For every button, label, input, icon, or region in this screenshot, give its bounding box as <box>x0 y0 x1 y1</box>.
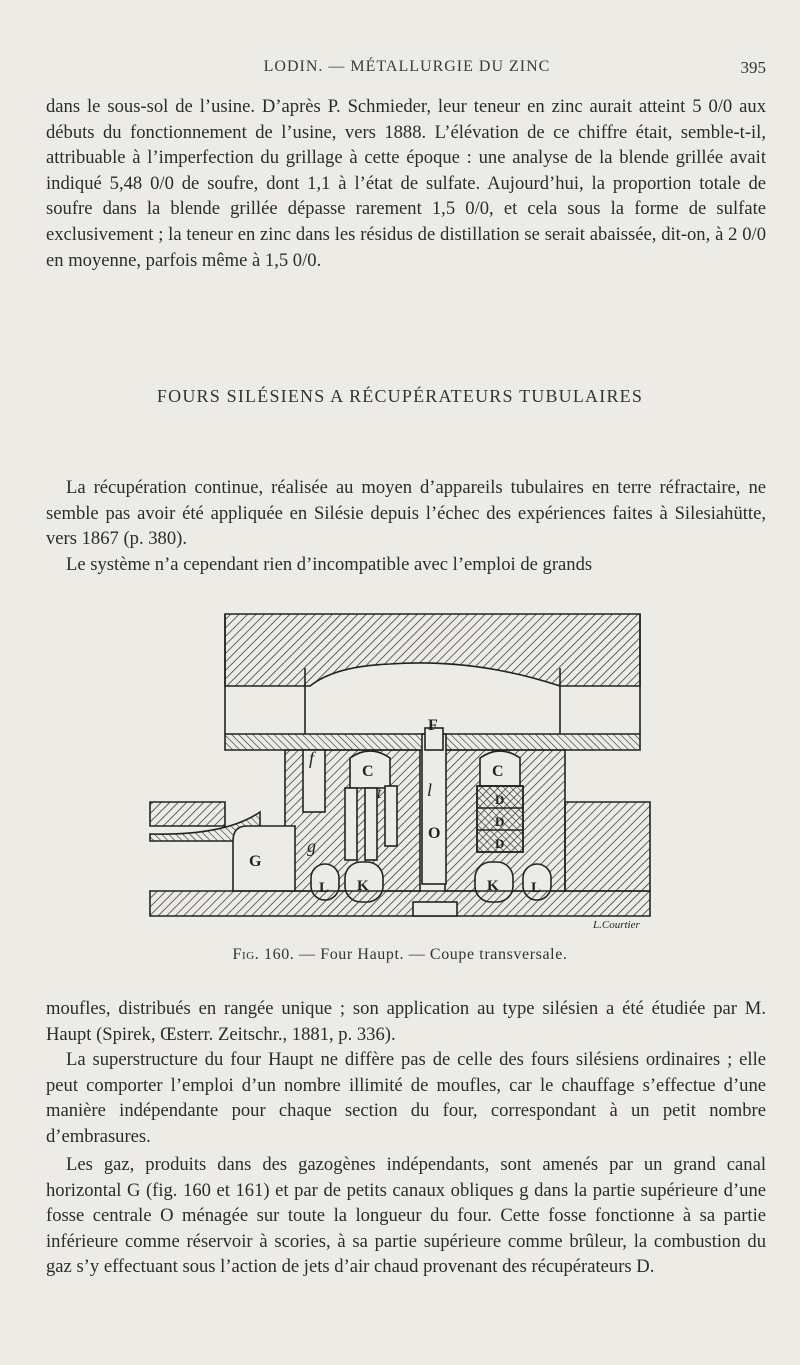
furnace-cross-section-drawing <box>145 606 655 932</box>
label-C-right: C <box>492 763 504 780</box>
label-D2: D <box>495 814 505 829</box>
label-K-left: K <box>357 878 369 894</box>
paragraph-moufles: moufles, distribués en rangée unique ; son application au type silésien a été étudiée par M. Haupt (Spirek, Œsterr. Zeitschr., 1881, p. 336). <box>46 998 766 1045</box>
label-t: t <box>377 785 382 802</box>
paragraph-superstructure: La superstructure du four Haupt ne diffère pas de celle des fours silésiens ordinaires ; elle peut comporter l’emploi d’un nombre illimité de moufles, car le chauffage s’effectue d’une manière indépendante pour chaque section du four, correspondant à un petit nombre d’embrasures. <box>46 1049 766 1147</box>
label-F: F <box>428 717 438 734</box>
label-L-right: L <box>531 880 542 896</box>
figure-caption <box>0 946 800 964</box>
label-C-left: C <box>362 763 374 780</box>
label-D1: D <box>495 792 505 807</box>
label-K-right: K <box>487 878 499 894</box>
paragraph-systeme: Le système n’a cependant rien d’incompatible avec l’emploi de grands <box>66 554 593 575</box>
paragraph-recuperation: La récupération continue, réalisée au moyen d’appareils tubulaires en terre réfractaire, ne semble pas avoir été appliquée en Silésie depuis l’échec des expériences faites à Silesiahütte, vers 1867 (p. 380). <box>46 477 766 550</box>
engraver-signature: L.Courtier <box>593 919 640 931</box>
figure-four-haupt <box>145 606 655 932</box>
label-D3: D <box>495 836 505 851</box>
label-L-left: L <box>319 880 330 896</box>
label-f: f <box>309 748 315 768</box>
paragraph-gaz: Les gaz, produits dans des gazogènes indépendants, sont amenés par un grand canal horizontal G (fig. 160 et 161) et par de petits canaux obliques g dans la partie supérieure d’une fosse centrale O ménagée sur toute la longueur du four. Cette fosse fonctionne à sa partie inférieure comme réservoir à scories, à sa partie supérieure comme brûleur, la combustion du gaz s’y effectuant sous l’action de jets d’air chaud provenant des récupérateurs D. <box>46 1154 766 1278</box>
label-G: G <box>249 853 262 870</box>
page-number: 395 <box>740 58 766 77</box>
label-l: l <box>427 780 433 800</box>
paragraph-intro: dans le sous-sol de l’usine. D’après P. Schmieder, leur teneur en zinc aurait atteint 5 0/0 aux débuts du fonctionnement de l’usine, vers 1888. L’élévation de ce chiffre était, semble-t-il, attribuable à l’imperfection du grillage à cette époque : une analyse de la blende grillée avait indiqué 5,48 0/0 de soufre, dont 1,1 à l’état de sulfate. Aujourd’hui, la proportion totale de soufre dans la blende grillée dépasse rarement 1,5 0/0, et cela sous la forme de sulfate exclusivement ; la teneur en zinc dans les résidus de distillation se serait abaissée, dit-on, à 2 0/0 en moyenne, parfois même à 1,5 0/0. <box>46 96 766 271</box>
section-heading: FOURS SILÉSIENS A RÉCUPÉRATEURS TUBULAIRES <box>156 386 644 406</box>
figure-number: Fig. 160. <box>232 946 295 963</box>
running-title: LODIN. — MÉTALLURGIE DU ZINC <box>263 58 551 75</box>
running-head <box>48 58 766 84</box>
label-g: g <box>307 836 316 856</box>
figure-caption-text: — Four Haupt. — Coupe transversale. <box>299 946 568 963</box>
label-O: O <box>428 825 441 842</box>
